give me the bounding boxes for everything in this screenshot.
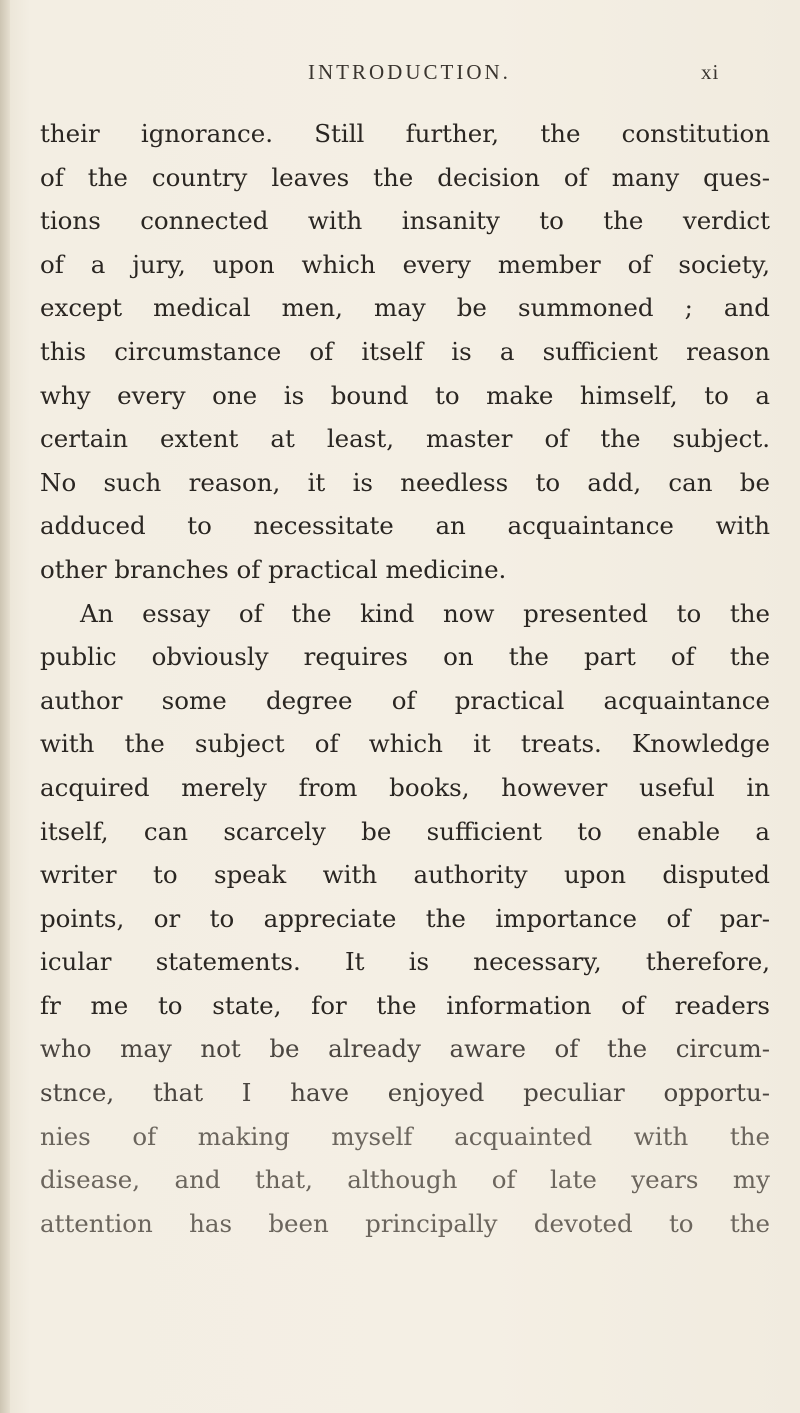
text-line: with the subject of which it treats. Knowledge: [40, 729, 770, 759]
text-line: No such reason, it is needless to add, can be: [40, 467, 770, 497]
page-gutter: [0, 0, 10, 1413]
text-line: adduced to necessitate an acquaintance with: [40, 511, 770, 541]
text-line: itself, can scarcely be sufficient to enable a: [40, 816, 770, 846]
running-head-title: INTRODUCTION.: [308, 60, 511, 84]
text-line: icular statements. It is necessary, therefore,: [40, 947, 770, 977]
text-line: who may not be already aware of the circum-: [40, 1034, 770, 1064]
text-line: certain extent at least, master of the subject.: [40, 424, 770, 454]
text-line: nies of making myself acquainted with the: [40, 1121, 770, 1151]
text-line: tions connected with insanity to the verdict: [40, 206, 770, 236]
text-line: fr me to state, for the information of readers: [40, 990, 770, 1020]
text-line: except medical men, may be summoned ; and: [40, 293, 770, 323]
running-head: [308, 60, 748, 90]
text-line: their ignorance. Still further, the constitution: [40, 119, 770, 148]
text-line: writer to speak with authority upon disputed: [40, 860, 770, 890]
text-line: other branches of practical medicine.: [40, 554, 507, 584]
page-number: xi: [701, 60, 720, 84]
text-line: why every one is bound to make himself, to a: [40, 380, 770, 410]
text-line: of a jury, upon which every member of society,: [40, 249, 770, 279]
text-line: of the country leaves the decision of many ques-: [40, 162, 770, 192]
body-text: [40, 112, 770, 1245]
text-line: points, or to appreciate the importance of par-: [40, 903, 770, 933]
text-line: author some degree of practical acquaintance: [40, 685, 770, 715]
text-line: public obviously requires on the part of the: [40, 642, 770, 672]
text-line: acquired merely from books, however useful in: [40, 772, 770, 802]
paragraph-start-line: An essay of the kind now presented to the: [80, 598, 770, 628]
text-line: this circumstance of itself is a sufficient reason: [40, 336, 770, 366]
text-line: disease, and that, although of late years my: [40, 1165, 770, 1195]
text-line: attention has been principally devoted to the: [40, 1208, 770, 1238]
text-line: stnce, that I have enjoyed peculiar opportu-: [40, 1078, 770, 1108]
